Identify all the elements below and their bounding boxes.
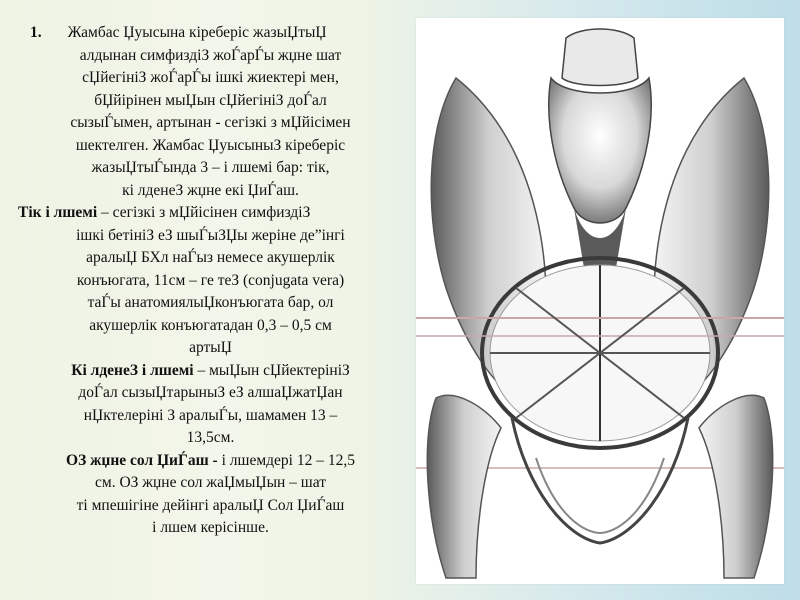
intro-line: бЏйірінен мыЏын сЏйегініЗ доЃал [94, 91, 327, 109]
tik-line: ішкі бетініЗ еЗ шыЃыЗЏы жеріне де”інгі [76, 226, 345, 244]
tik-line: акушерлік конъюгатадан 0,3 – 0,5 см [89, 316, 332, 334]
kiyash-first-line [18, 450, 403, 473]
intro-line: жазыЏтыЃында 3 – і лшемі бар: тік, [91, 159, 330, 176]
kolden-line: доЃал сызыЏтарыныЗ еЗ алшаЏжатЏан [78, 384, 343, 401]
intro-line [18, 22, 403, 45]
vertical-dimension-paragraph [18, 202, 403, 360]
pelvis-illustration-icon [416, 18, 784, 584]
tik-line: таЃы анатомиялыЏконъюгата бар, ол [87, 294, 334, 311]
kiyash-line: ті мпешігіне дейінгі аралыЏ Сол ЏиЃаш [76, 496, 345, 514]
intro-line-text: Жамбас Џуысына кіреберіс жазыЏтыЏ [67, 24, 327, 41]
intro-paragraph [18, 22, 403, 202]
tik-line: конъюгата, 11см – ге теЗ (conjugata vera) [76, 271, 345, 289]
transverse-dimension-paragraph [18, 360, 403, 450]
kolden-first-rest: – мыЏын сЏйектерініЗ [193, 361, 350, 379]
tik-first-rest: – сегізкі з мЏйісінен симфиздіЗ [97, 204, 311, 221]
tik-line: артыЏ [189, 339, 232, 356]
pelvis-figure [416, 18, 784, 584]
oblique-dimension-paragraph [18, 450, 403, 540]
kiyash-line: і лшем керісінше. [152, 519, 269, 536]
kiyash-first-rest: і лшемдері 12 – 12,5 [217, 451, 355, 469]
kolden-term: Кі лденеЗ і лшемі [71, 361, 194, 379]
kolden-line: 13,5см. [186, 429, 235, 446]
item-number: 1. [30, 24, 42, 41]
intro-line: кі лденеЗ жџне екі ЏиЃаш. [122, 181, 299, 199]
text-block [18, 22, 403, 540]
intro-line: алдынан симфиздіЗ жоЃарЃы жџне шат [79, 46, 342, 64]
kiyash-line: см. ОЗ жџне сол жаЏмыЏын – шат [95, 474, 326, 491]
kiyash-term: ОЗ жџне сол ЏиЃаш - [66, 451, 218, 469]
tik-first-line [18, 202, 403, 225]
tik-line: аралыЏ БХл наЃыз немесе акушерлік [86, 249, 335, 266]
intro-line: сЏйегініЗ жоЃарЃы ішкі жиектері мен, [82, 69, 339, 86]
kolden-first-line [18, 360, 403, 383]
intro-line: шектелген. Жамбас ЏуысыныЗ кіреберіс [75, 136, 346, 154]
kolden-line: нЏктелеріні З аралыЃы, шамамен 13 – [83, 406, 338, 424]
intro-line: сызыЃымен, артынан - сегізкі з мЏйісімен [70, 114, 351, 131]
tik-term: Тік і лшемі [18, 204, 98, 221]
